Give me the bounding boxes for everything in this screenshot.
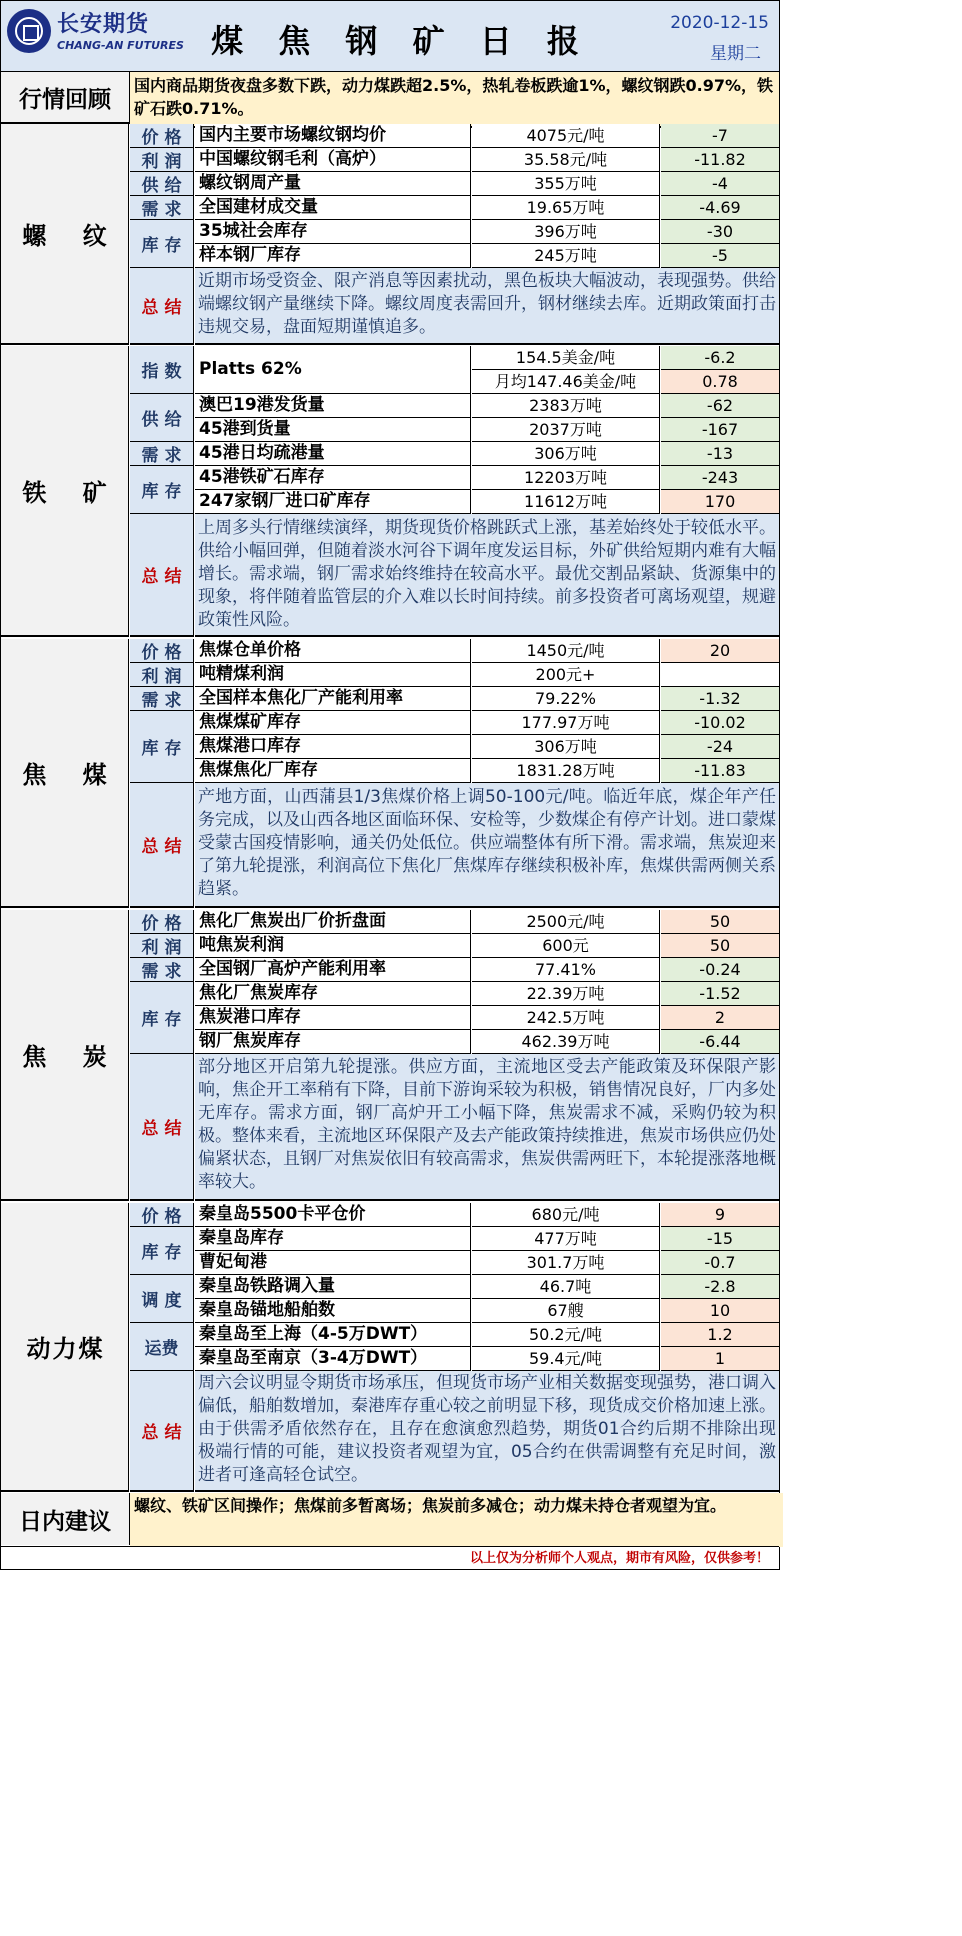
table-row-item: 焦化厂焦炭出厂价折盘面 [195,910,471,934]
table-row-item: 曹妃甸港 [195,1251,471,1275]
table-row-item: 焦炭港口库存 [195,1006,471,1030]
table-row-item: 国内主要市场螺纹钢均价 [195,124,471,148]
cat-index: 指 数 [130,346,194,394]
table-row-item: 样本钢厂库存 [195,244,471,268]
table-row-change: 50 [661,934,779,958]
table-row-value: 79.22% [472,687,660,711]
table-row-value: 59.4元/吨 [472,1347,660,1371]
table-row-item: 焦化厂焦炭库存 [195,982,471,1006]
table-row-change: 170 [661,490,779,514]
table-row-item: 秦皇岛至南京（3-4万DWT） [195,1347,471,1371]
table-row-change: -1.32 [661,687,779,711]
table-row-item: 45港日均疏港量 [195,442,471,466]
table-row-value: 12203万吨 [472,466,660,490]
table-row-item: 焦煤港口库存 [195,735,471,759]
section-thermal-coal-label: 动力煤 [1,1203,129,1492]
table-row-change: 1 [661,1347,779,1371]
report-title: 煤 焦 钢 矿 日 报 [211,22,591,60]
table-row-change: -0.24 [661,958,779,982]
cat-demand: 需 求 [130,687,194,711]
table-row-value: 35.58元/吨 [472,148,660,172]
section-iron-label: 铁 矿 [1,346,129,637]
cat-demand: 需 求 [130,958,194,982]
table-row-value: 245万吨 [472,244,660,268]
table-row-value: 462.39万吨 [472,1030,660,1054]
table-row-value: 242.5万吨 [472,1006,660,1030]
iron-summary-text: 上周多头行情继续演绎，期货现货价格跳跃式上涨，基差始终处于较低水平。供给小幅回弹，但随着淡水河谷下调年度发运目标，外矿供给短期内难有大幅增长。需求端，钢厂需求始终维持在较高水平。最优交割品紧缺、货源集中的现象，将伴随着监管层的介入难以长时间持续。前多投资者可离场观望，规避政策性风险。 [195,514,779,637]
table-row-change: -4 [661,172,779,196]
cat-demand: 需 求 [130,196,194,220]
table-row-change: 10 [661,1299,779,1323]
cat-supply: 供 给 [130,172,194,196]
table-row-change: -5 [661,244,779,268]
table-row-value: 301.7万吨 [472,1251,660,1275]
table-row-value: 19.65万吨 [472,196,660,220]
cat-stock: 库 存 [130,1227,194,1275]
table-row-change: -10.02 [661,711,779,735]
table-row-value: 680元/吨 [472,1203,660,1227]
cat-price: 价 格 [130,124,194,148]
table-row-value: 306万吨 [472,442,660,466]
table-row-item: 全国钢厂高炉产能利用率 [195,958,471,982]
table-row-change: -6.44 [661,1030,779,1054]
table-row-item: 中国螺纹钢毛利（高炉） [195,148,471,172]
report-header [1,1,779,72]
cat-profit: 利 润 [130,934,194,958]
table-row-change: -30 [661,220,779,244]
table-row-item: 全国建材成交量 [195,196,471,220]
table-row-value: 154.5美金/吨 [472,346,660,370]
table-row-value: 1450元/吨 [472,639,660,663]
table-row-value: 77.41% [472,958,660,982]
table-row-change: -243 [661,466,779,490]
table-row-change: -24 [661,735,779,759]
table-row-change: -2.8 [661,1275,779,1299]
table-row-change: -15 [661,1227,779,1251]
cat-freight: 运费 [130,1323,194,1371]
table-row-item: 焦煤煤矿库存 [195,711,471,735]
table-row-value: 306万吨 [472,735,660,759]
report-weekday: 星期二 [710,44,761,64]
cat-summary: 总 结 [130,783,194,908]
table-row-change: -6.2 [661,346,779,370]
table-row-value: 1831.28万吨 [472,759,660,783]
cat-supply: 供 给 [130,394,194,442]
section-coking-coal-label: 焦 煤 [1,639,129,908]
table-row-item: 秦皇岛5500卡平仓价 [195,1203,471,1227]
table-row-change: 0.78 [661,370,779,394]
cat-price: 价 格 [130,1203,194,1227]
table-row-item: 吨焦炭利润 [195,934,471,958]
table-row-value: 67艘 [472,1299,660,1323]
cat-summary: 总 结 [130,268,194,345]
table-row-value: 200元+ [472,663,660,687]
section-coke-label: 焦 炭 [1,910,129,1201]
company-name-cn: 长安期货 [57,12,150,37]
table-row-item: 全国样本焦化厂产能利用率 [195,687,471,711]
table-row-item: 吨精煤利润 [195,663,471,687]
company-logo-icon [7,9,51,53]
cat-summary: 总 结 [130,1054,194,1201]
table-row-change: -13 [661,442,779,466]
table-row-change: -7 [661,124,779,148]
table-row-change: -167 [661,418,779,442]
table-row-change: 2 [661,1006,779,1030]
table-row-value: 11612万吨 [472,490,660,514]
table-row-item: 35城社会库存 [195,220,471,244]
table-row-item: 秦皇岛锚地船舶数 [195,1299,471,1323]
review-label: 行情回顾 [1,72,130,124]
table-row-value: 2037万吨 [472,418,660,442]
table-row-value: 50.2元/吨 [472,1323,660,1347]
cat-price: 价 格 [130,639,194,663]
cat-profit: 利 润 [130,148,194,172]
cat-price: 价 格 [130,910,194,934]
cat-stock: 库 存 [130,466,194,514]
table-row-item: 秦皇岛库存 [195,1227,471,1251]
table-row-value: 396万吨 [472,220,660,244]
section-rebar-label: 螺 纹 [1,124,129,345]
coke-summary-text: 部分地区开启第九轮提涨。供应方面，主流地区受去产能政策及环保限产影响，焦企开工率稍有下降，目前下游询采较为积极，销售情况良好，厂内多处无库存。需求方面，钢厂高炉开工小幅下降，焦炭需求不减，采购仍较为积极。整体来看，主流地区环保限产及去产能政策持续推进，焦炭市场供应仍处偏紧状态，且钢厂对焦炭依旧有较高需求，焦炭供需两旺下，本轮提涨落地概率较大。 [195,1054,779,1201]
table-row-change: 20 [661,639,779,663]
table-row-change: -0.7 [661,1251,779,1275]
table-row-item: 焦煤仓单价格 [195,639,471,663]
table-row-change: -11.82 [661,148,779,172]
cat-stock: 库 存 [130,220,194,268]
table-row-change: -1.52 [661,982,779,1006]
table-row-item: Platts 62% [195,346,471,394]
advice-text: 螺纹、铁矿区间操作；焦煤前多暂离场；焦炭前多减仓；动力煤未持仓者观望为宜。 [130,1493,783,1547]
table-row-value: 600元 [472,934,660,958]
rebar-summary-text: 近期市场受资金、限产消息等因素扰动，黑色板块大幅波动，表现强势。供给端螺纹钢产量继续下降。螺纹周度表需回升，钢材继续去库。近期政策面打击违规交易，盘面短期谨慎追多。 [195,268,779,345]
table-row-item: 45港到货量 [195,418,471,442]
thermal-coal-summary-text: 周六会议明显令期货市场承压，但现货市场产业相关数据变现强势，港口调入偏低，船舶数增加，秦港库存重心较之前明显下移，现货成交价格加速上涨。由于供需矛盾依然存在，且存在愈演愈烈趋势，期货01合约后期不排除出现极端行情的可能，建议投资者观望为宜，05合约在供需调整有充足时间，激进者可逢高轻仓试空。 [195,1371,779,1492]
cat-demand: 需 求 [130,442,194,466]
table-row-value: 22.39万吨 [472,982,660,1006]
table-row-item: 钢厂焦炭库存 [195,1030,471,1054]
table-row-value: 2500元/吨 [472,910,660,934]
cat-stock: 库 存 [130,982,194,1054]
table-row-change: 1.2 [661,1323,779,1347]
report-date: 2020-12-15 [670,13,769,33]
table-row-item: 澳巴19港发货量 [195,394,471,418]
table-row-item: 螺纹钢周产量 [195,172,471,196]
table-row-item: 247家钢厂进口矿库存 [195,490,471,514]
cat-summary: 总 结 [130,1371,194,1492]
cat-stock: 库 存 [130,711,194,783]
disclaimer: 以上仅为分析师个人观点，期市有风险，仅供参考！ [1,1546,779,1569]
table-row-value: 月均147.46美金/吨 [472,370,660,394]
coking-coal-summary-text: 产地方面，山西蒲县1/3焦煤价格上调50-100元/吨。临近年底，煤企年产任务完成，以及山西各地区面临环保、安检等，少数煤企有停产计划。进口蒙煤受蒙古国疫情影响，通关仍处低位。供应端整体有所下滑。需求端，焦炭迎来了第九轮提涨，利润高位下焦化厂焦煤库存继续积极补库，焦煤供需两侧关系趋紧。 [195,783,779,908]
table-row-value: 355万吨 [472,172,660,196]
table-row-item: 秦皇岛至上海（4-5万DWT） [195,1323,471,1347]
table-row-value: 2383万吨 [472,394,660,418]
cat-profit: 利 润 [130,663,194,687]
cat-summary: 总 结 [130,514,194,637]
review-text: 国内商品期货夜盘多数下跌，动力煤跌超2.5%，热轧卷板跌逾1%，螺纹钢跌0.97%，铁矿石跌0.71%。 [130,72,779,128]
table-row-change: -4.69 [661,196,779,220]
table-row-value: 46.7吨 [472,1275,660,1299]
company-name-en: CHANG-AN FUTURES [57,39,184,52]
table-row-value: 177.97万吨 [472,711,660,735]
table-row-item: 秦皇岛铁路调入量 [195,1275,471,1299]
table-row-change [661,663,779,687]
table-row-value: 477万吨 [472,1227,660,1251]
table-row-item: 焦煤焦化厂库存 [195,759,471,783]
table-row-change: -62 [661,394,779,418]
table-row-change: 9 [661,1203,779,1227]
cat-dispatch: 调 度 [130,1275,194,1323]
table-row-change: -11.83 [661,759,779,783]
table-row-value: 4075元/吨 [472,124,660,148]
table-row-item: 45港铁矿石库存 [195,466,471,490]
table-row-change: 50 [661,910,779,934]
advice-label: 日内建议 [1,1493,130,1545]
